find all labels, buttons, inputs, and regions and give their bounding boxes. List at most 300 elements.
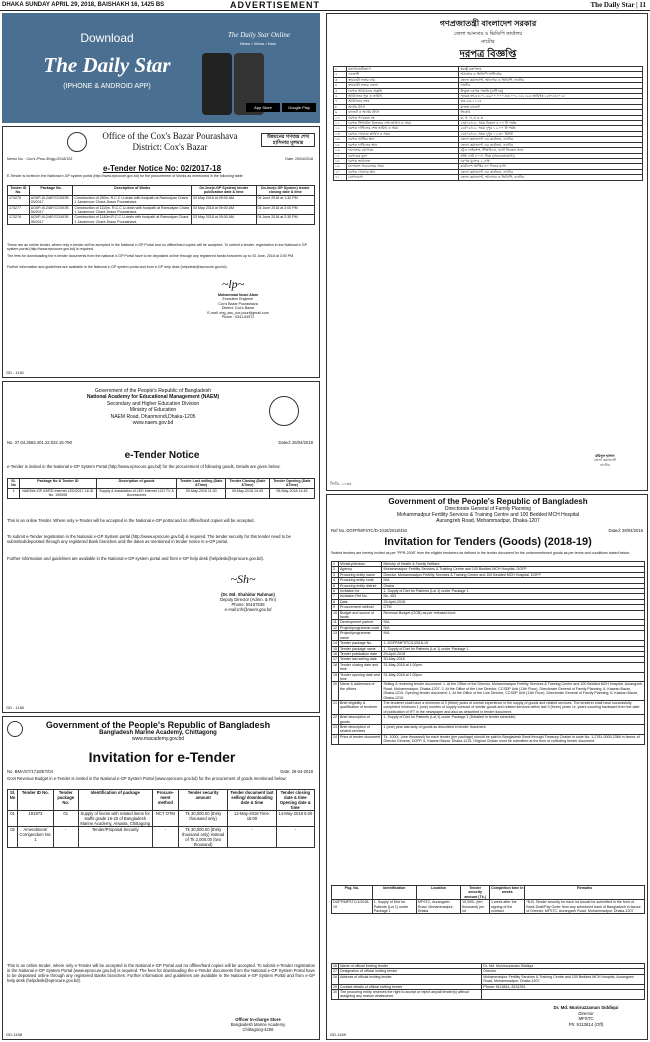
- mfstc-l2: Directorate General of Family Planning: [444, 506, 532, 512]
- column-header: Tender document last selling/ downloading date & time: [228, 790, 276, 811]
- table-cell: Tender opening date and time: [339, 672, 382, 682]
- table-cell: Development partner: [339, 620, 382, 625]
- column-header: Description of Works: [73, 186, 192, 196]
- naem-signature: ~Sh~: [230, 572, 256, 586]
- naem-p2: To submit e-Tender registration in the National e-GP System portal (http://www.eprocure.gov.bd) is required. The tender security for this tender need to be submitted/deposited through any registered Bank branches until the dates as mentioned in tender notice in e-GP portal.: [7, 534, 291, 544]
- coxs-sig-email: E-mail: eng_sss_cox.pour@gmail.com: [207, 310, 269, 315]
- column-header: Sl. No: [8, 790, 18, 811]
- table-cell: স্বরাষ্ট্র মন্ত্রণালয়: [459, 67, 643, 72]
- table-cell: ৫: [334, 88, 347, 93]
- table-cell: ট্রেড লাইসেন্স, টিআইএন, ভ্যাট নিবন্ধন সনদ: [459, 148, 643, 153]
- mfstc-sig-phone: Ph: 9113814 (Off): [568, 1021, 604, 1027]
- table-cell: এজেন্সী: [347, 72, 459, 77]
- table-row: [332, 990, 645, 1000]
- table-cell: ২: [334, 72, 347, 77]
- table-cell: NAEM/e-GP-03/RD Internet LED/2017-18 ID No. 190008: [19, 488, 96, 498]
- table-cell: Procuring entity name: [339, 572, 382, 577]
- table-cell: ২৪/০৫/১৮, সময় দুপুর ১২.০০ টা পর্যন্ত: [459, 126, 643, 131]
- table-cell: Procuring entity district: [339, 583, 382, 588]
- marine-intro: Govt Revenue Budget in e-Tender is invited in the National e-GP System Portal (www.eprocure.gov.bd) for the procurement of goods mentioned below:: [7, 776, 287, 781]
- page-header: [0, 0, 650, 11]
- table-cell: মন্ত্রণালয়/বিভাগ: [347, 67, 459, 72]
- table-row: [8, 205, 315, 215]
- naem-tender-notice: [2, 381, 320, 713]
- table-cell: 191973: [18, 811, 54, 827]
- bangla-sig-1: মমিনুল হাসান: [595, 454, 615, 458]
- table-cell: N/A: [382, 631, 645, 641]
- table-cell: 7: [332, 594, 339, 599]
- table-cell: দরদাতার যোগ্যতা: [347, 148, 459, 153]
- column-header: Tender Last selling (Date &Time): [177, 479, 226, 489]
- table-cell: 26: [333, 964, 337, 968]
- ad-sub: (IPHONE & ANDROID APP): [63, 83, 151, 90]
- marine-l1: Government of the People's Republic of Bangladesh: [45, 720, 271, 730]
- table-row: [332, 672, 645, 682]
- table-cell: N/A: [382, 578, 645, 583]
- googleplay-badge[interactable]: [282, 103, 316, 112]
- bangla-signatory: [565, 454, 645, 467]
- column-header: Tender ID No.: [18, 790, 54, 811]
- column-header: Tender security amount (Tk.): [461, 886, 490, 900]
- table-cell: No. 453: [382, 594, 645, 599]
- table-cell: Name & addresses of the offices: [339, 682, 382, 701]
- appstore-label: App Store: [254, 105, 272, 110]
- column-header: Completion time in weeks: [490, 886, 525, 900]
- table-cell: দরপত্র প্রাপ্তির স্থান: [347, 137, 459, 142]
- column-header: Tender closing date & time Opening date & time: [276, 790, 314, 811]
- naem-sig-designation: Deputy Director (Admn. & Fin): [219, 597, 277, 602]
- table-cell: Brief description of goods: [339, 715, 382, 725]
- table-cell: ক্রয়কারী সত্তার জেলা: [347, 83, 459, 88]
- mfstc-sig-designation: Director: [578, 1010, 594, 1016]
- table-cell: Construction of 1110m. R.C.C U-drain with footpath at Ramudyan Chara 1 Jaoarmoor Chara Jhaou Pourashava: [73, 205, 192, 215]
- naem-memo: No. 37.04.2663.401.22.022.15-790: [7, 440, 72, 445]
- table-cell: ২৩/০৫/১৮, সময় বিকাল ৪.০০ টা পর্যন্ত: [459, 121, 643, 126]
- table-cell: Brief description of related services: [339, 725, 382, 735]
- table-cell: 173275: [8, 195, 30, 205]
- table-cell: 1. Supply of Diet for Patients (Lot 1) under Package 1: [372, 900, 416, 914]
- table-cell: Construction of 1140m.R.C.C U-drain with footpath at Ramudyan Chara 1 Jaoarmoor Chara Jhaou Pourashava: [73, 215, 192, 225]
- table-row: [332, 725, 645, 735]
- table-row: [332, 662, 645, 672]
- marine-memo: No. BMA/ST/1718/ET/04: [7, 769, 54, 774]
- table-cell: ২১: [334, 175, 347, 180]
- coxs-p1: These are an online tender, where only e-tender will be accepted in the National e-GP Portal and no offline/hard copies will be accepted. To submit e-tender, registration in the National e-GP system portal (http://www.eprocure.gov.bd) is required.: [7, 243, 307, 252]
- table-cell: The tenderer shall have a minimum of 3 (three) years of overall experience in the supply of goods and related services. The tenderer shall have successfully completed minimum 1 (one) number of supply contract of similar goods and related services within last 3 (three) years i.e. years counting backward from the date of publication of IFT in the newspaper and also as described in tender document.: [382, 700, 645, 714]
- table-cell: 09-May-2018 11:30: [177, 488, 226, 498]
- marine-l2: Bangladesh Marine Academy, Chittagong: [99, 730, 217, 736]
- column-header: Remarks: [525, 886, 645, 900]
- table-cell: 1. Supply of Diet for Patients (Lot 1) under Package 1 (Detailed in tender schedule): [382, 715, 645, 725]
- table-cell: মালামাল সরবরাহের সময়: [347, 164, 459, 169]
- table-row: [8, 811, 315, 827]
- table-cell: Name of official inviting tender: [339, 964, 482, 969]
- table-cell: দরপত্র দাখিলের স্থান: [347, 142, 459, 147]
- table-cell: Amendment/ Corrigendum No: 1: [18, 827, 54, 848]
- phone-illustration: [202, 53, 232, 115]
- mfstc-l3: Mohammadpur Fertility Services & Training Centre and 100 Bedded MCH Hospital: [396, 512, 580, 518]
- app-download-ad[interactable]: [2, 13, 320, 123]
- table-row: [332, 734, 645, 744]
- naem-title: e-Tender Notice: [124, 450, 200, 461]
- table-row: [332, 974, 645, 984]
- table-cell: -: [228, 827, 276, 848]
- table-row: [332, 610, 645, 620]
- coxs-sig-phone: Phone : 0341-64572: [221, 315, 255, 320]
- table-cell: Construction of 250m. R.C.C U-drain with footpath at Ramudyan Chara 1 Jaoarmoor Chara Jhaou Pourashava: [73, 195, 192, 205]
- coxs-table: [7, 185, 315, 225]
- marine-paragraph: This is an online tender, where only e-Tender will be accepted in the National e-GP Portal and no offline/hard copies will be accepted. To submit e-Tender registration in the National e-GP System Portal (www.eprocure.gov.bd) is required. The fees for downloading the e-Tender documents from the National e-GP System Portal have to be deposited online through any registered Banks branches. Further information and guidelines are available in the National e-GP System Portal and from e-GP help desk (helpdesk@eprocure.gov.bd).: [7, 963, 315, 983]
- column-header: Tender ID No.: [8, 186, 30, 196]
- table-cell: Tender publication date: [339, 651, 382, 656]
- column-header: On-line(e-GP System) tender publication date & time: [192, 186, 256, 196]
- column-header: Tender security amount: [179, 790, 228, 811]
- table-cell: *N.B. Tender security for each lot should be submitted in the form of Bank Draft/Pay Order from any scheduled bank of Bangladesh in favour of Director, MFSTC, Aurangzeb Road, Mohammadpur, Dhaka-1207: [525, 900, 645, 914]
- table-cell: Dhaka: [382, 583, 645, 588]
- coxs-gd: GD - 1161: [6, 370, 25, 375]
- table-cell: 28: [332, 974, 339, 984]
- table-cell: Tk. 1000/- (one thousand) for each tender (per package) should be paid in Bangladesh Bank through Treasury Chalan in code No. 1-2781-0000-2366 in favour of Director General, DGFP, 6, Kawran Bazar, Dhaka-1215. Original Chalan must be submitted at the time of collecting tender document.: [382, 734, 645, 744]
- table-cell: জিওবি: [459, 110, 643, 115]
- coxs-sig-district: District: Cox's Bazar: [221, 306, 255, 311]
- mfstc-l4: Aurangzeb Road, Mohammadpur, Dhaka-1207: [436, 518, 540, 524]
- mfstc-sig-name: Dr. Md. Muniruzzaman Siddiqui: [553, 1005, 619, 1010]
- table-cell: ৩: [334, 77, 347, 82]
- table-cell: ১৮: [334, 158, 347, 163]
- googleplay-label: Google Play: [288, 105, 310, 110]
- table-cell: 10: [332, 610, 339, 620]
- table-cell: 09-May-2018 14:45: [269, 488, 314, 498]
- table-cell: Tender last selling date: [339, 657, 382, 662]
- mfstc-ref: Ref No. DGFP/MFSTC/D-1016/2018/453: [331, 528, 408, 533]
- table-cell: আহ্বানের সূত্র ও তারিখ: [347, 94, 459, 99]
- column-header: Description of goods: [96, 479, 177, 489]
- table-cell: Tk 30,000.00 (thirty thousand only): [179, 811, 228, 827]
- table-cell: Director: [482, 969, 645, 974]
- table-cell: ২৪/০৫/১৮, সময় দুপুর ১২.৩০ মিনিট: [459, 131, 643, 136]
- table-cell: ১৫: [334, 142, 347, 147]
- table-cell: 29-April-2018: [382, 599, 645, 604]
- table-cell: 24: [332, 734, 339, 744]
- naem-logo: [269, 396, 299, 426]
- mfstc-l1: Government of the People's Republic of Bangladesh: [388, 497, 588, 506]
- table-cell: 8: [332, 599, 339, 604]
- table-header-row: [332, 886, 645, 900]
- marine-title: Invitation for e-Tender: [88, 749, 236, 765]
- naem-gd: GD - 1160: [6, 705, 25, 710]
- table-cell: N/A: [382, 625, 645, 630]
- table-cell: 11: [333, 620, 337, 625]
- table-cell: 14-May-2018 9.00: [276, 811, 314, 827]
- table-cell: Date: [339, 599, 382, 604]
- table-cell: রাজস্ব বাজেট: [459, 104, 643, 109]
- table-cell: 02: [8, 827, 18, 848]
- naem-date: Dated: 26/04/2018: [278, 440, 313, 445]
- table-row: [332, 900, 645, 914]
- marine-sig-2: Bangladesh Marine Academy: [230, 1022, 286, 1027]
- table-cell: Selling & receiving tender document: 1. At the Office of the Director, Mohammadpur Fertility Services & Training Centre and 100 Bedded MCH Hospital, Aurangzeb Road, Mohammadpur, Dhaka-1207. 2. At the Office of the Line Director, CCSDP Unit (11th Floor), Directorate General of Family Planning, 6, Kawran Bazar, Dhaka-1215. Opening tender document: 1. At the Office of the Line Director, CCSDP Unit (11th Floor), Directorate General of Family Planning, 6, Kawran Bazar, Dhaka-1215.: [382, 682, 645, 701]
- coxs-sig-office: Cox's Bazar Pourashava: [218, 301, 258, 306]
- marine-header: [23, 720, 293, 742]
- naem-intro: e-Tender is invited in the National e-GP System Portal (http://www.eprocure.gov.bd) for the procurement of following goods. Details are given below:: [7, 464, 281, 469]
- mfstc-signatory: [527, 1005, 645, 1027]
- table-cell: বাজেট ও অর্থের উৎস: [347, 110, 459, 115]
- table-cell: দরপত্র প্যাকেজ নং: [347, 115, 459, 120]
- table-cell: 01: [8, 811, 18, 827]
- bangla-sig-2: জেলা কমান্ড্যান্ট: [593, 458, 617, 463]
- coxs-date: Date: 25/04/2018: [285, 157, 313, 161]
- bangla-gd: জিডি- ১১৬৪: [330, 481, 352, 486]
- table-cell: প্রতি সেট ৫০০/- টাকা (অফেরতযোগ্য): [459, 153, 643, 158]
- naem-sig-phone: Phone: 55167535: [231, 602, 265, 607]
- mfstc-intro: Sealed tenders are hereby invited as per "PPR-2008" from the eligible tenderers as defined in the tender document for the undermentioned goods as per terms and conditions stated below:: [331, 551, 631, 555]
- naem-p3: Further information and guidelines are available in the National e-GP system portal and from e-GP help desk (helpdesk@eprocure.gov.bd).: [7, 556, 265, 561]
- table-cell: Dr. Md. Muniruzzaman Siddiqui: [482, 964, 645, 969]
- table-cell: ১০: [334, 115, 347, 120]
- table-cell: 30: [332, 990, 339, 1000]
- bangla-sig-3: নাটোর: [600, 462, 610, 467]
- table-cell: 15: [333, 646, 337, 651]
- mfstc-title: Invitation for Tenders (Goods) (2018-19): [384, 536, 592, 548]
- table-cell: উন্মুক্ত দরপত্র পদ্ধতি (ওটিএম): [459, 88, 643, 93]
- marine-date: Date: 26-04-2018: [280, 769, 313, 774]
- table-cell: Tender package No.: [339, 641, 382, 646]
- table-cell: জেলা কমান্ড্যান্ট এর কার্যালয়, নাটোর: [459, 169, 643, 174]
- table-cell: UGIIP-III-2/AF/COX/DR-04/2017: [29, 205, 73, 215]
- naem-l6: www.naem.gov.bd: [132, 420, 174, 427]
- table-header-row: [8, 186, 315, 196]
- table-cell: 03 May 2018 at 09:00 AM: [192, 215, 256, 225]
- table-cell: 3: [332, 572, 339, 577]
- coxs-intro: E-Tender is invited in the National e-GP system portal (http://www.eprocure.gov.bd) for the procurement of Works as mentioned in the following table:: [7, 174, 244, 178]
- table-row: [334, 175, 643, 180]
- table-cell: ৪: [334, 83, 347, 88]
- table-cell: OTM: [382, 605, 645, 610]
- table-cell: ৯: [334, 110, 347, 115]
- table-cell: 19: [332, 672, 339, 682]
- table-cell: MFSTC, Aurangzeb Road, Mohammadpur, Dhaka: [416, 900, 460, 914]
- table-cell: 31-May-2018 at 1:00pm.: [382, 672, 645, 682]
- table-header-row: [8, 790, 315, 811]
- table-cell: ১: [334, 67, 347, 72]
- coxs-stamp: উন্নয়নের গণতন্ত্র শেখ হাসিনার মূলমন্ত্র: [261, 133, 315, 147]
- table-cell: দরপত্র সিডিউল বিক্রয়ের শেষ তারিখ ও সময়: [347, 121, 459, 126]
- header-dateline: DHAKA SUNDAY APRIL 29, 2018, BAISHAKH 16, 1425 BS: [2, 2, 165, 8]
- table-cell: Address of official inviting tender: [339, 974, 482, 984]
- table-header-row: [8, 479, 315, 489]
- table-cell: ১৪: [334, 137, 347, 142]
- naem-sig-email: e-mail:mfr@naem.gov.bd: [224, 607, 272, 612]
- column-header: Identification: [372, 886, 416, 900]
- table-cell: ৬: [334, 94, 347, 99]
- table-cell: Tk 30,000.00 (thirty thousand only) instead of Tk 2,000.00 (two thousand): [179, 827, 228, 848]
- table-cell: -: [276, 827, 314, 848]
- coxs-logo: [67, 132, 87, 152]
- table-cell: Tender package name: [339, 646, 382, 651]
- table-cell: স্মারক নং-৪৪.০১.৬৯০০.০০০.৩৩.০০২.১৮-১৬৫ তারিখঃ ২৫/০৪/২০১৮: [459, 94, 643, 99]
- table-cell: Agency: [339, 567, 382, 572]
- mfstc-lot-table: [331, 885, 645, 914]
- ad-tagline: News • Views • Now: [240, 41, 276, 46]
- coxs-memo: Memo No. : Cox's /Prou./Engg./2018/102: [7, 157, 73, 161]
- column-header: Package No & Tender ID: [19, 479, 96, 489]
- table-cell: Mohammadpur Fertility Services & Training Centre and 100 Bedded MCH Hospital, Aurangzeb Road, Mohammadpur, Dhaka-1207.: [482, 974, 645, 984]
- naem-l1: Government of the People's Republic of Bangladesh: [94, 388, 212, 394]
- mfstc-header: [327, 497, 648, 524]
- table-cell: দরপত্র আহ্বানের প্রকৃতি: [347, 88, 459, 93]
- table-cell: UGIIP-III-2/AF/COX/DR-05/2017: [29, 215, 73, 225]
- table-cell: 9: [332, 605, 339, 610]
- table-cell: Project/programme name: [339, 631, 382, 641]
- header-masthead: The Daily Star | 11: [590, 1, 646, 9]
- table-cell: জেলা কমান্ড্যান্ট এর কার্যালয়, নাটোর: [459, 142, 643, 147]
- table-cell: 1: [8, 488, 20, 498]
- table-row: [8, 215, 315, 225]
- bangla-tender-notice: [326, 13, 648, 491]
- table-cell: 03 May 2018 at 09:00 AM: [192, 205, 256, 215]
- column-header: On-line(e-GP System) tender closing date & time: [256, 186, 315, 196]
- naem-l3: Secondary and Higher Education Division: [106, 400, 200, 407]
- bangla-t1: গণপ্রজাতন্ত্রী বাংলাদেশ সরকার: [439, 19, 537, 28]
- table-cell: Tender closing date and time: [339, 662, 382, 672]
- table-cell: Procurement method: [339, 605, 382, 610]
- table-cell: Price of tender document: [339, 734, 382, 744]
- table-cell: দরপত্রের মূল্য: [347, 153, 459, 158]
- table-cell: 22: [332, 715, 339, 725]
- coxs-p3: Further information and guidelines are available in the National e-GP system portal and from e-GP help desk (helpdesk@eprocure.gov.bd).: [7, 265, 228, 269]
- bangla-title: দরপত্র বিজ্ঞপ্তি: [459, 49, 517, 60]
- naem-l5: NAEM Road, Dhanmondi,Dhaka-1205: [110, 413, 196, 420]
- coxs-title-1: Office of the Cox's Bazar Pourashava: [102, 131, 238, 141]
- table-cell: 29: [333, 984, 337, 989]
- table-cell: 4: [332, 578, 339, 583]
- table-cell: Budget and source of funds: [339, 610, 382, 620]
- table-cell: ১৬: [334, 148, 347, 153]
- table-cell: 1. DGFP/MFSTC/1/2018-19: [382, 641, 645, 646]
- table-cell: জেলা কমান্ড্যান্ট, আনসার ও ভিডিপি, নাটোর: [459, 175, 643, 180]
- marine-table: [7, 789, 315, 848]
- table-cell: Tender/Proposal Security: [78, 827, 152, 848]
- table-cell: 23: [332, 725, 339, 735]
- table-cell: 1: [332, 562, 339, 567]
- column-header: Pkg. No.: [332, 886, 373, 900]
- table-row: [332, 715, 645, 725]
- table-cell: 31-May-2018 at 1:00pm.: [382, 662, 645, 672]
- coxs-signature: ~lp~: [221, 277, 245, 291]
- marine-gd: GD-1158: [6, 1032, 22, 1037]
- table-cell: আনসার ও ভিডিপি অধিদপ্তর: [459, 72, 643, 77]
- bangla-table: [333, 66, 643, 181]
- bangla-t2: জেলা আনসার ও ভিডিপি কার্যালয়: [453, 31, 523, 37]
- table-cell: ১৯: [334, 164, 347, 169]
- bangla-header: [327, 18, 648, 64]
- header-section: ADVERTISEMENT: [230, 0, 321, 10]
- table-cell: 10,000/- (ten thousand) per lot: [461, 900, 490, 914]
- table-cell: 29-April-2018: [382, 651, 645, 656]
- table-cell: 12: [333, 625, 337, 630]
- table-cell: 1 (one) year warranty of goods as described in tender document.: [382, 725, 645, 735]
- appstore-badge[interactable]: [246, 103, 280, 112]
- table-cell: ক, খ, গ, ঘ ও ঙ: [459, 115, 643, 120]
- mfstc-sig-office: MFSTC: [578, 1016, 594, 1022]
- marine-logo: [7, 721, 23, 737]
- table-cell: 30-May-2018: [382, 657, 645, 662]
- ad-download-label: Download: [80, 31, 134, 45]
- column-header: Tender Closing (Date &Time): [226, 479, 270, 489]
- column-header: Procure-ment method: [152, 790, 178, 811]
- table-row: [332, 682, 645, 701]
- marine-l3: www.macademy.gov.bd: [131, 736, 185, 742]
- column-header: Tender package No.: [53, 790, 78, 811]
- table-cell: 18: [332, 662, 339, 672]
- table-row: [8, 195, 315, 205]
- ad-brand: The Daily Star: [43, 53, 171, 77]
- table-cell: 1 week after the signing of the contract: [490, 900, 525, 914]
- table-cell: Brief eligibility & qualification of tenderer: [339, 700, 382, 714]
- table-cell: ৭: [334, 99, 347, 104]
- table-cell: 5: [332, 583, 339, 588]
- table-cell: NCT OTM: [152, 811, 178, 827]
- table-cell: Director, Mohammadpur Fertility Services & Training Centre and 100 Bedded MCH Hospital, DGFP: [382, 572, 645, 577]
- table-cell: 21: [332, 700, 339, 714]
- table-cell: ১২: [334, 126, 347, 131]
- marine-sig-3: Chittagong-4206: [242, 1027, 274, 1032]
- table-cell: Designation of official inviting tender: [339, 969, 482, 974]
- table-cell: 14: [333, 641, 337, 646]
- naem-header: [43, 388, 263, 426]
- table-cell: ১৩: [334, 131, 347, 136]
- naem-table: [7, 478, 315, 499]
- table-cell: Invitation for: [339, 589, 382, 594]
- table-cell: 173278: [8, 215, 30, 225]
- table-cell: ২০: [334, 169, 347, 174]
- table-cell: -: [53, 827, 78, 848]
- table-cell: Supply of linens with related items for staffs grade 16-20 of Bangladesh Marine Academy, Anwara, Chittagong: [78, 811, 152, 827]
- naem-signatory: [183, 592, 313, 612]
- column-header: Tender Opening (Date &Time): [269, 479, 314, 489]
- table-cell: N/A: [382, 620, 645, 625]
- bangla-t3: নাটোর: [481, 39, 495, 45]
- table-cell: 173277: [8, 205, 30, 215]
- table-cell: 1. Supply of Diet for Patients (Lot 1) under Package 1.: [382, 589, 645, 594]
- naem-p1: This is an online Tender. Where only e-Tender will be accepted in the National e-GP portal and no offline/hard copies will be accepted.: [7, 518, 255, 523]
- table-row: [332, 700, 645, 714]
- table-cell: 04 June 2018 at 2:30 PM: [256, 215, 315, 225]
- coxs-notice-no: e-Tender Notice No: 02/2017-18: [102, 164, 222, 173]
- table-row: [8, 488, 315, 498]
- mfstc-date: Dated: 28/04/2018: [608, 528, 643, 533]
- table-cell: 6: [332, 589, 339, 594]
- coxs-title: [85, 131, 255, 153]
- table-cell: কার্যাদেশ প্রাপ্তির ৩০ দিনের মধ্যে: [459, 164, 643, 169]
- table-cell: 20: [332, 682, 339, 701]
- table-cell: ৩৩-২৩-১১১৪: [459, 99, 643, 104]
- table-cell: ক্রয়কারী সত্তার নাম: [347, 77, 459, 82]
- naem-l4: Ministry of Education: [129, 407, 177, 414]
- table-cell: অর্থের উৎস: [347, 104, 459, 109]
- table-cell: Invitation Ref No.: [339, 594, 382, 599]
- table-cell: দরপত্র জামানত: [347, 158, 459, 163]
- table-cell: দরপত্র মূল্যের ২.৫%: [459, 158, 643, 163]
- table-cell: Contact details of official inviting tender: [339, 984, 482, 989]
- mfstc-gd: GD-1169: [330, 1032, 346, 1037]
- table-cell: দরপত্র দাখিলের শেষ তারিখ ও সময়: [347, 126, 459, 131]
- table-row: [332, 631, 645, 641]
- table-cell: Mohammadpur Fertility Services & Training Centre and 100 Bedded MCH Hospital, DGFP: [382, 567, 645, 572]
- table-cell: Ministry/division: [339, 562, 382, 567]
- table-cell: UGIIP-III-2/AF/COX/DR-03/2017: [29, 195, 73, 205]
- table-cell: আহ্বানের নম্বর: [347, 99, 459, 104]
